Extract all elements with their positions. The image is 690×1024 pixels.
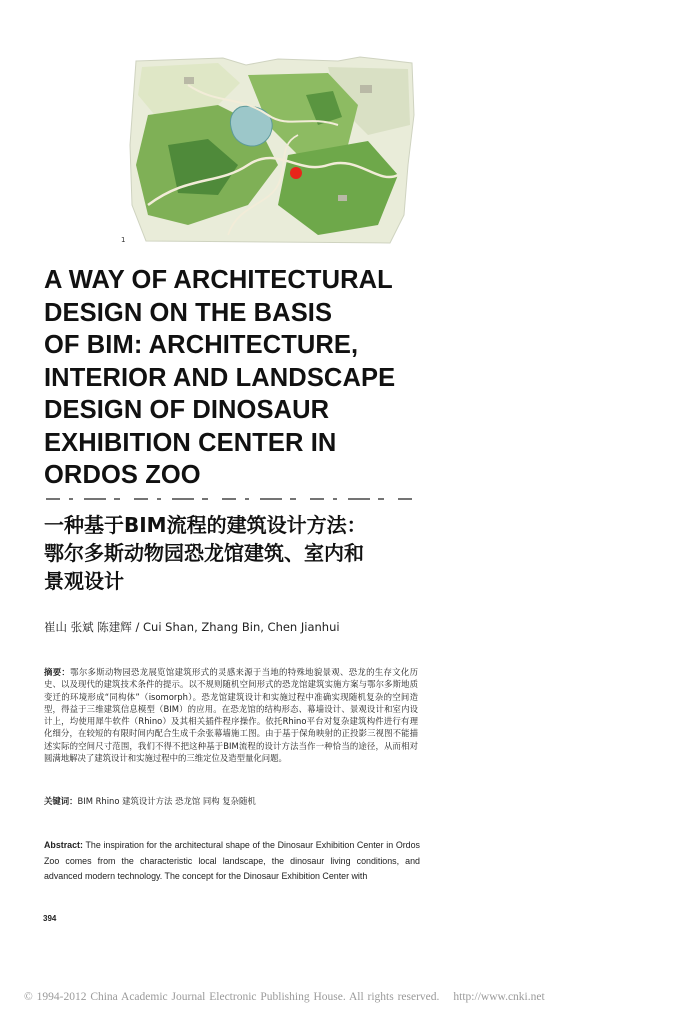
abstract-zh-label: 摘要： — [44, 667, 71, 677]
title-english — [44, 264, 444, 492]
abstract-chinese — [44, 666, 418, 764]
title-en-line: A WAY OF ARCHITECTURAL — [44, 266, 393, 294]
title-en-line: DESIGN OF DINOSAUR — [44, 396, 330, 424]
title-chinese — [44, 511, 424, 595]
authors: 崔山 张斌 陈建辉 / Cui Shan, Zhang Bin, Chen Jianhui — [44, 620, 340, 634]
footer-copyright: © 1994-2012 China Academic Journal Electronic Publishing House. All rights reserved. — [24, 991, 440, 1003]
abstract-en-text: The inspiration for the architectural shape of the Dinosaur Exhibition Center in Ordos Zoo comes from the characteristic local landscape, the dinosaur living conditions, and advanced modern technology. The concept for the Dinosaur Exhibition Center with — [44, 840, 420, 881]
footer — [24, 991, 545, 1003]
figure-number: 1 — [121, 236, 126, 244]
title-zh-line: 景观设计 — [44, 569, 124, 593]
title-en-line: EXHIBITION CENTER IN — [44, 428, 337, 457]
title-en-line: OF BIM: ARCHITECTURE, — [44, 331, 359, 359]
building-1 — [184, 77, 194, 84]
footer-url[interactable]: http://www.cnki.net — [453, 991, 545, 1003]
keywords-zh-text: BIM Rhino 建筑设计方法 恐龙馆 同构 复杂随机 — [77, 796, 256, 806]
title-zh-line: 鄂尔多斯动物园恐龙馆建筑、室内和 — [44, 541, 364, 565]
abstract-zh-text: 鄂尔多斯动物园恐龙展览馆建筑形式的灵感来源于当地的特殊地貌景观、恐龙的生存文化历史、以及现代的建筑技术条件的提示。以不规则随机空间形式的恐龙馆建筑实施方案与鄂尔多斯地质变迁的环境形成“同构体”（isomorph）。恐龙馆建筑设计和实施过程中准确实现随机复杂的空间造型，得益于三维建筑信息模型（BIM）的应用。在恐龙馆的结构形态、幕墙设计、景观设计和室内设计上，均使用犀牛软件（Rhino）及其相关插件程序操作。依托Rhino平台对复杂建筑构件进行有理化细分，在较短的有限时间内配合生成千余张幕墙施工图。由于基于保角映射的正投影三视图不能描述实际的空间尺寸范围，我们不得不把这种基于BIM流程的设计方法当作一种恰当的途径，从而相对圆满地解决了建筑设计和实施过程中的三维定位及造型量化问题。 — [44, 667, 419, 764]
page-number: 394 — [43, 914, 57, 923]
building-3 — [338, 195, 347, 201]
title-divider — [46, 498, 418, 500]
abstract-english — [44, 838, 420, 885]
title-en-line: INTERIOR AND LANDSCAPE — [44, 363, 396, 392]
title-en-line: ORDOS ZOO — [44, 461, 201, 489]
location-marker — [290, 167, 302, 179]
title-en-line: DESIGN ON THE BASIS — [44, 298, 333, 327]
title-zh-line: 一种基于BIM流程的建筑设计方法： — [44, 513, 367, 537]
site-plan-figure — [128, 55, 416, 245]
abstract-en-label: Abstract: — [44, 840, 83, 850]
keywords-zh-label: 关键词： — [44, 796, 78, 806]
keywords-chinese — [44, 795, 418, 807]
building-2 — [360, 85, 372, 93]
lake — [230, 106, 272, 146]
